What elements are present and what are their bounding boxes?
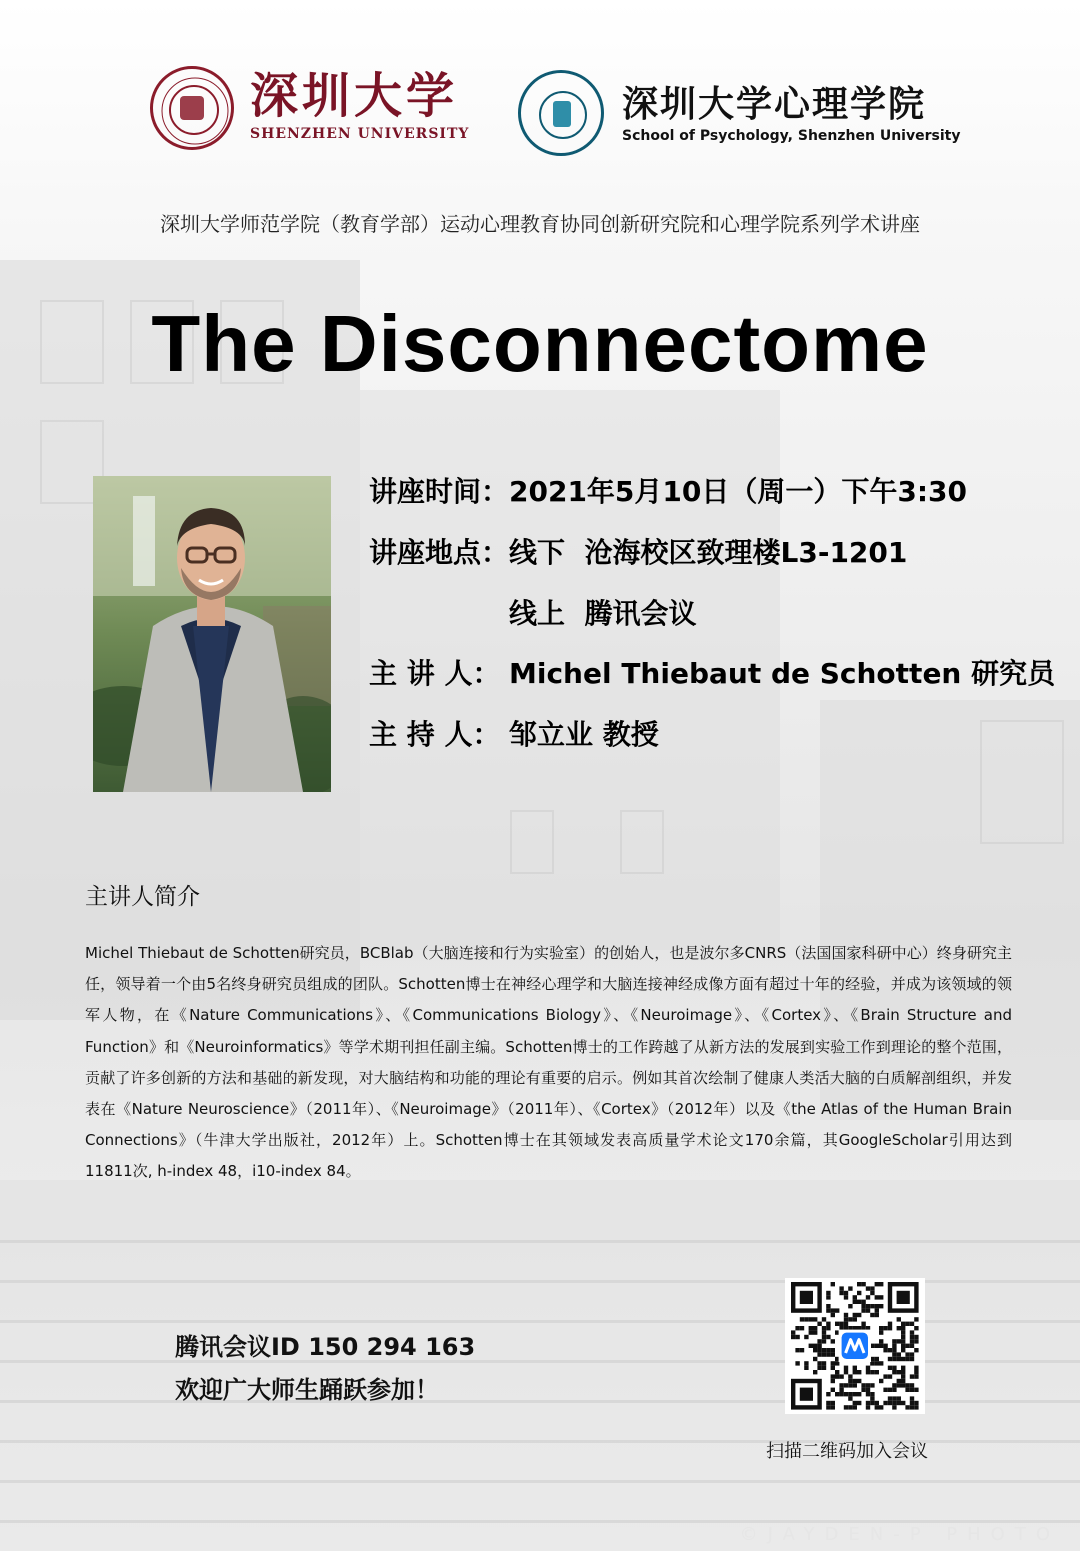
lecture-title: The Disconnectome <box>151 299 929 388</box>
school-of-psychology-logo <box>518 70 961 156</box>
place-online: 线上 腾讯会议 <box>509 597 697 630</box>
background-building-photo: ©JAYDEN-P PHOTO <box>0 0 1080 1551</box>
school-seal-icon <box>518 70 604 156</box>
university-seal-icon <box>150 66 234 150</box>
speaker-label: 主 讲 人： <box>369 657 501 690</box>
bio-text: Michel Thiebaut de Schotten研究员，BCBlab（大脑连接和行为实验室）的创始人，也是波尔多CNRS（法国国家科研中心）终身研究主任，领导着一个由5名终身研究员组成的团队。Schotten博士在神经心理学和大脑连接神经成像方面有超过十年的经验，并成为该领域的领军人物，在《Nature Communications》、《Communications Biology》、《Neuroimage》、《Cortex》、《Brain Structure and Function》和《Neuroinformatics》等学术期刊担任副主编。Schotten博士的工作跨越了从新方法的发展到实验工作到理论的整个范围，贡献了许多创新的方法和基础的新发现，对大脑结构和功能的理论有重要的启示。例如其首次绘制了健康人类活大脑的白质解剖组织，并发表在《Nature Neuroscience》（2011年）、《Neuroimage》（2011年）、《Cortex》（2012年）以及《the Atlas of the Human Brain Connections》（牛津大学出版社，2012年）上。Schotten博士在其领域发表高质量学术论文170余篇，其GoogleScholar引用达到11811次, h-index 48，i10-index 84。 <box>85 944 1012 1181</box>
lecture-place-row <box>369 531 907 571</box>
welcome-text: 欢迎广大师生踊跃参加！ <box>175 1376 439 1404</box>
speaker-row <box>369 652 1055 692</box>
university-name-en: SHENZHEN UNIVERSITY <box>250 126 470 142</box>
meeting-info <box>175 1326 475 1412</box>
lecture-time-row <box>369 470 967 510</box>
place-offline: 线下 沧海校区致理楼L3-1201 <box>509 536 908 569</box>
school-name-en: School of Psychology, Shenzhen University <box>622 128 961 144</box>
speaker-photo <box>93 476 331 792</box>
host-row <box>369 713 659 753</box>
speaker-value: Michel Thiebaut de Schotten 研究员 <box>509 657 1056 690</box>
host-label: 主 持 人： <box>369 718 501 751</box>
university-name-cn: 深圳大学 <box>250 68 459 124</box>
place-label: 讲座地点： <box>369 536 510 569</box>
meeting-qr-code[interactable] <box>785 1278 925 1414</box>
host-value: 邹立业 教授 <box>509 718 659 751</box>
lecture-series: 深圳大学师范学院（教育学部）运动心理教育协同创新研究院和心理学院系列学术讲座 <box>160 212 920 236</box>
tencent-meeting-icon <box>842 1333 868 1359</box>
meeting-id: 腾讯会议ID 150 294 163 <box>175 1333 476 1361</box>
qr-caption: 扫描二维码加入会议 <box>766 1441 928 1462</box>
bio-heading: 主讲人简介 <box>85 884 200 910</box>
school-name-cn: 深圳大学心理学院 <box>622 83 927 125</box>
time-value: 2021年5月10日（周一）下午3:30 <box>509 475 968 508</box>
time-label: 讲座时间： <box>369 475 510 508</box>
lecture-online-row <box>509 592 697 632</box>
shenzhen-university-logo <box>150 66 470 152</box>
